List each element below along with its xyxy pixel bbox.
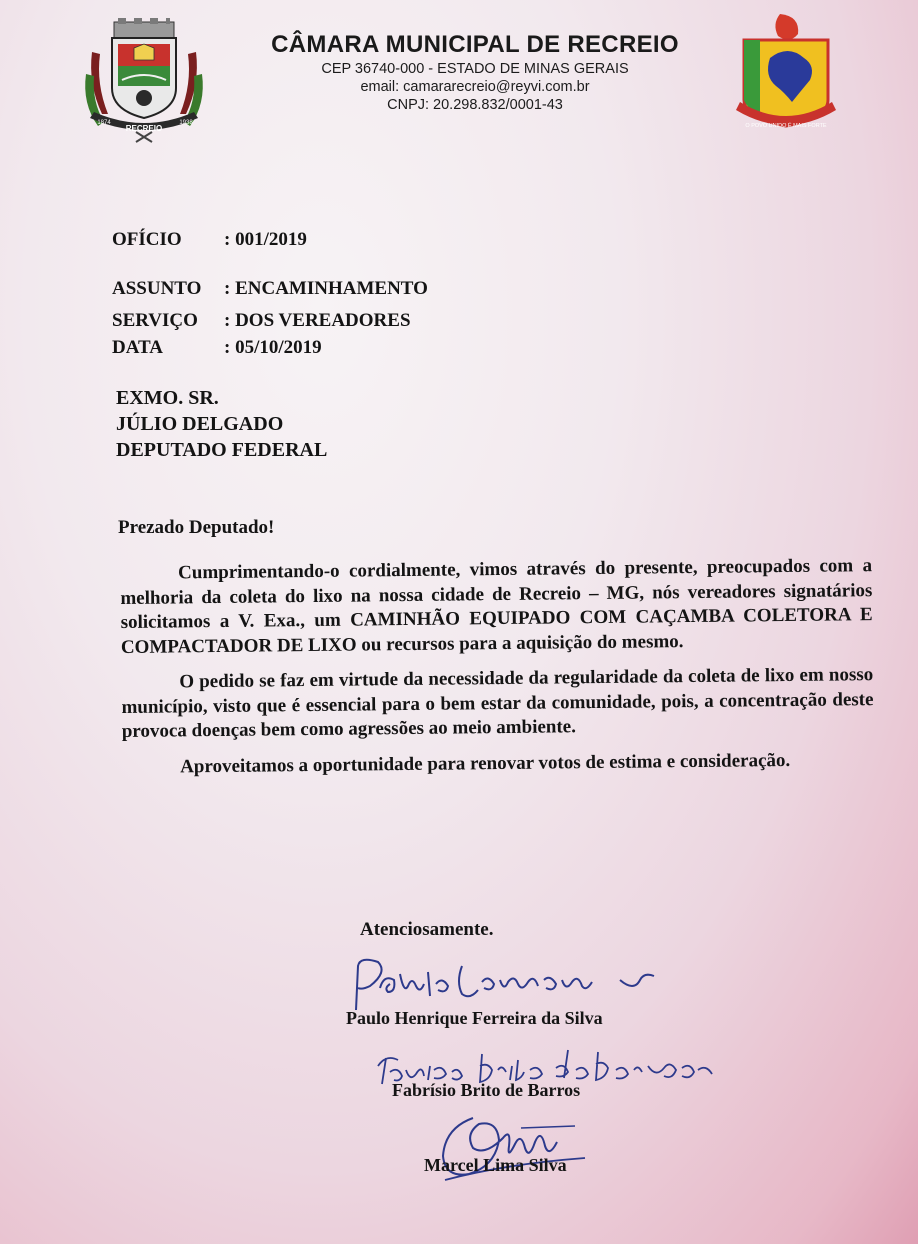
- oficio-value: : 001/2019: [224, 229, 307, 250]
- crest-left-label: RECREIO: [125, 124, 163, 133]
- addressee-line-3: DEPUTADO FEDERAL: [116, 439, 328, 461]
- addressee-block: [116, 385, 327, 463]
- servico-label: SERVIÇO: [112, 310, 198, 331]
- body-paragraph-3: Aproveitamos a oportunidade para renovar votos de estima e consideração.: [180, 749, 791, 777]
- signer-3-name: Marcel Lima Silva: [424, 1155, 567, 1175]
- assunto-value: : ENCAMINHAMENTO: [224, 278, 428, 299]
- party-logo-motto: O POVO UNIDO É MAIS FORTE: [745, 123, 827, 129]
- letterhead-email: email: camararecreio@reyvi.com.br: [360, 79, 590, 95]
- letterhead: [0, 0, 918, 160]
- crest-left-year-left: 1874: [97, 120, 111, 126]
- letterhead-cep: CEP 36740-000 - ESTADO DE MINAS GERAIS: [321, 61, 629, 77]
- oficio-label: OFÍCIO: [112, 229, 182, 250]
- signature-1: [344, 952, 674, 1014]
- addressee-line-1: EXMO. SR.: [116, 387, 219, 409]
- servico-field: [112, 310, 411, 332]
- body-paragraph-2: O pedido se faz em virtude da necessidade da regularidade da coleta de lixo em nosso município, visto que é essencial para o bem estar da comunidade, pois, a concentração deste provoca doenças bem como agressões ao meio ambiente.: [121, 664, 874, 742]
- letter-body: [120, 554, 874, 791]
- body-paragraph-1: Cumprimentando-o cordialmente, vimos através do presente, preocupados com a melhoria da coleta do lixo na nossa cidade de Recreio – MG, nós vereadores signatários solicitamos a V. Exa., um CAMINHÃO EQUIPADO COM CAÇAMBA COLETORA E COMPACTADOR DE LIXO ou recursos para a aquisição do mesmo.: [120, 555, 873, 658]
- closing: Atenciosamente.: [360, 919, 494, 940]
- oficio-field: [112, 229, 307, 251]
- assunto-field: [112, 278, 428, 300]
- data-label: DATA: [112, 337, 164, 358]
- addressee-line-2: JÚLIO DELGADO: [116, 413, 284, 435]
- letterhead-title: CÂMARA MUNICIPAL DE RECREIO: [271, 31, 679, 58]
- servico-value: : DOS VEREADORES: [224, 310, 411, 331]
- letterhead-text: [215, 30, 735, 114]
- municipal-crest-icon: [78, 14, 210, 144]
- signer-2-name: Fabrísio Brito de Barros: [392, 1080, 581, 1100]
- letterhead-cnpj: CNPJ: 20.298.832/0001-43: [387, 97, 563, 113]
- greeting: Prezado Deputado!: [118, 517, 275, 538]
- assunto-label: ASSUNTO: [112, 278, 202, 299]
- crest-left-year-right: 1938: [179, 120, 193, 126]
- data-field: [112, 337, 322, 359]
- party-logo-icon: [730, 14, 842, 146]
- data-value: : 05/10/2019: [224, 337, 322, 358]
- signer-1-name: Paulo Henrique Ferreira da Silva: [346, 1008, 603, 1028]
